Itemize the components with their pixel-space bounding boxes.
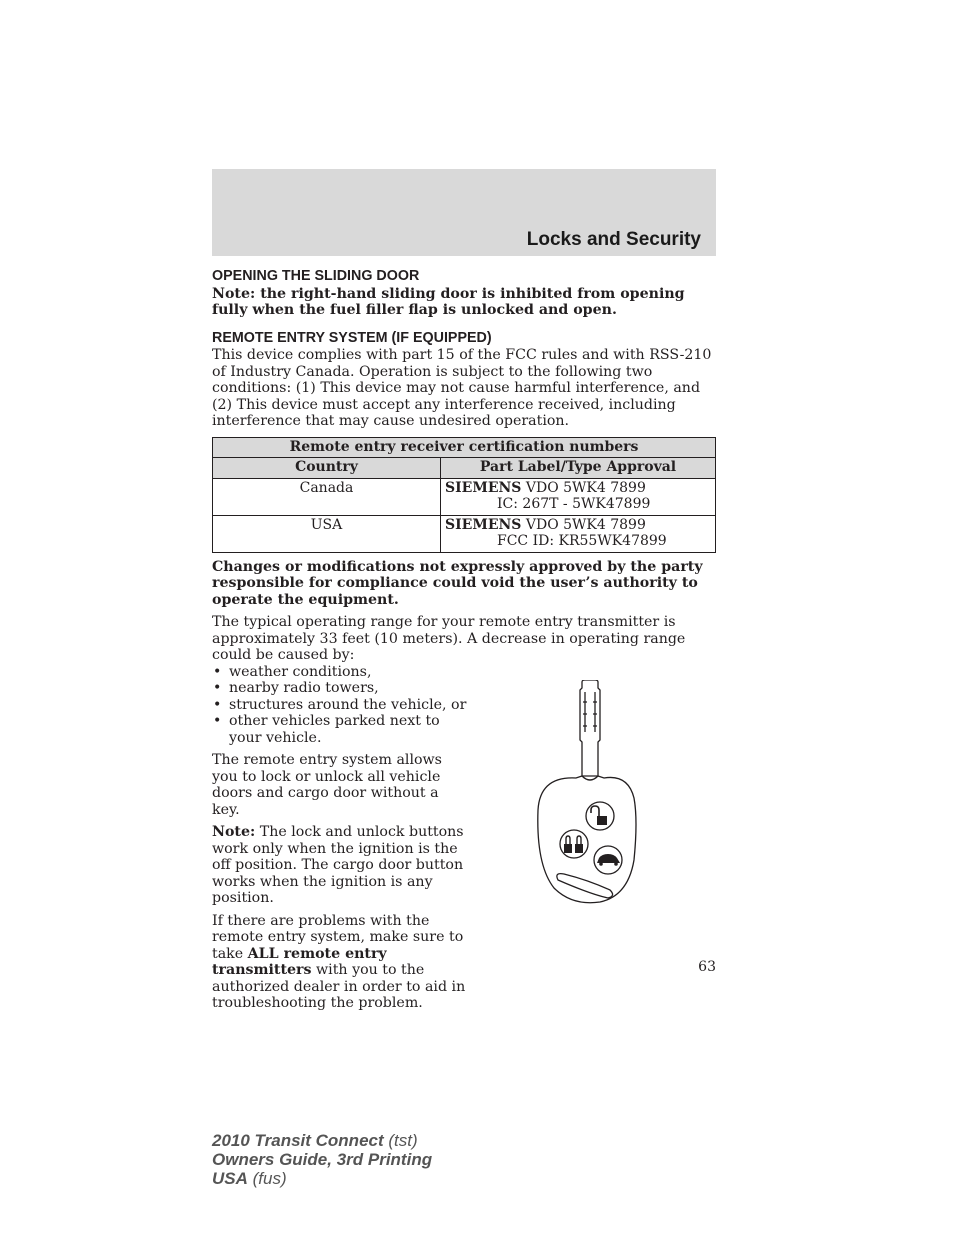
section-header-band: [212, 169, 716, 256]
range-factors-list: [212, 664, 467, 747]
footer-model-code: (tst): [383, 1131, 418, 1150]
certification-table: [212, 437, 716, 553]
lock-unlock-text: The remote entry system allows you to lock or unlock all vehicle doors and cargo door without a key.: [212, 752, 442, 818]
part-cell: [441, 478, 716, 515]
section-title: Locks and Security: [526, 229, 701, 250]
table-row: [213, 478, 716, 515]
footer-model: 2010 Transit Connect: [212, 1131, 384, 1150]
left-column: [212, 664, 467, 907]
lock-button-icon: [560, 830, 588, 858]
part-number: VDO 5WK4 7899: [521, 479, 646, 496]
list-item: • other vehicles parked next to your vehicle.: [212, 713, 467, 746]
remote-entry-heading: REMOTE ENTRY SYSTEM (IF EQUIPPED): [212, 329, 492, 346]
brand-name: SIEMENS: [445, 516, 522, 533]
operating-range-text: The typical operating range for your remote entry transmitter is approximately 33 feet (10 meters). A decrease in operating range could be caused by:: [212, 614, 686, 663]
troubleshooting-post: with you to the authorized dealer in order to aid in troubleshooting the problem.: [212, 962, 466, 1011]
document-footer: [212, 1131, 432, 1188]
sliding-door-heading: OPENING THE SLIDING DOOR: [212, 268, 420, 284]
fcc-compliance-text: This device complies with part 15 of the FCC rules and with RSS-210 of Industry Canada. Operation is subject to the following two conditions: (1) This device may not cause harmful interference, and (2) This device must accept any interference received, including interference that may cause undesired operation.: [212, 347, 712, 429]
table-title: Remote entry receiver certification numbers: [213, 437, 716, 458]
footer-printing: Owners Guide, 3rd Printing: [212, 1150, 433, 1169]
page-number: 63: [698, 959, 716, 975]
list-item: • nearby radio towers,: [212, 680, 467, 697]
footer-market-code: (fus): [247, 1169, 287, 1188]
troubleshooting-pre: If there are problems with the remote entry system, make sure to take: [212, 912, 464, 962]
ignition-note: [212, 824, 467, 907]
country-cell: Canada: [213, 478, 441, 515]
column-header-part: Part Label/Type Approval: [441, 458, 716, 479]
part-cell: [441, 515, 716, 552]
footer-market: USA: [212, 1169, 248, 1188]
approval-number: FCC ID: KR55WK47899: [497, 533, 667, 549]
sliding-door-note: Note: the right-hand sliding door is inhibited from opening fully when the fuel filler flap is unlocked and open.: [212, 285, 685, 318]
troubleshooting-text: [212, 913, 467, 1012]
list-item: • structures around the vehicle, or: [212, 697, 467, 714]
country-cell: USA: [213, 515, 441, 552]
note-text: The lock and unlock buttons work only when the ignition is the off position. The cargo door button works when the ignition is any position.: [212, 824, 464, 906]
part-number: VDO 5WK4 7899: [521, 516, 646, 533]
unlock-button-icon: [586, 802, 614, 830]
brand-name: SIEMENS: [445, 479, 522, 496]
remote-key-fob-illustration: [530, 680, 650, 910]
note-label: Note:: [212, 824, 256, 840]
troubleshooting-bold: ALL remote entry transmitters: [212, 945, 387, 978]
approval-number: IC: 267T - 5WK47899: [497, 496, 651, 512]
column-header-country: Country: [213, 458, 441, 479]
table-row: [213, 515, 716, 552]
cargo-door-button-icon: [594, 846, 622, 874]
list-item: • weather conditions,: [212, 664, 467, 681]
modification-warning: Changes or modifications not expressly approved by the party responsible for compliance could void the user’s authority to operate the equipment.: [212, 558, 703, 608]
